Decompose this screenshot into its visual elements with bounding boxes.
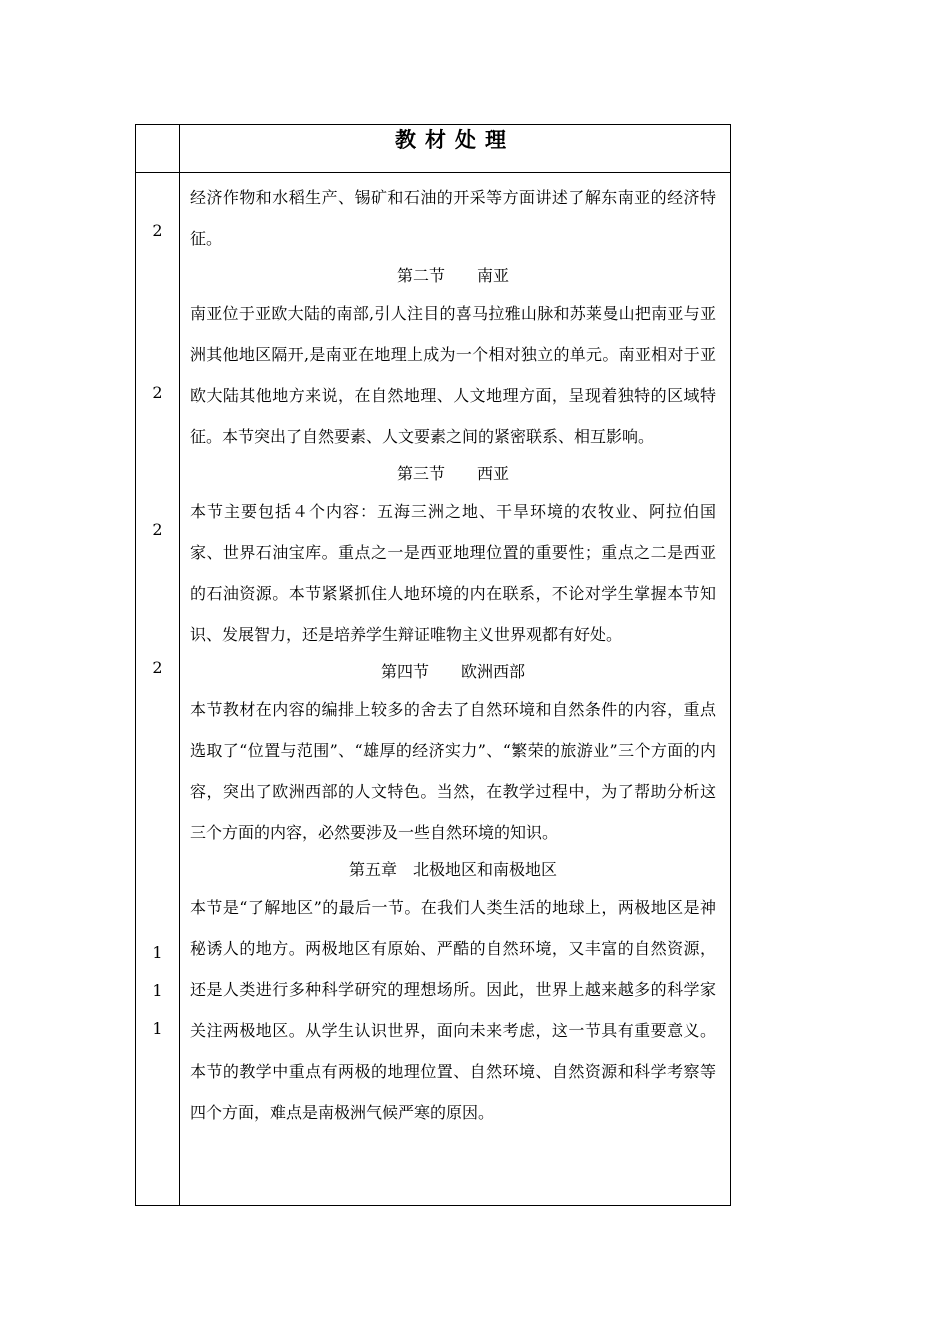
paragraph-southeast-asia: 经济作物和水稻生产、锡矿和石油的开采等方面讲述了解东南亚的经济特征。	[190, 188, 716, 248]
period-number: 1	[152, 981, 163, 1000]
table-title: 教材处理	[395, 128, 515, 152]
period-number: 2	[152, 221, 163, 240]
paragraph-polar-regions: 本节是“了解地区”的最后一节。在我们人类生活的地球上，两极地区是神秘诱人的地方。两极地区有原始、严酷的自然环境，又丰富的自然资源，还是人类进行多种科学研究的理想场所。因此，世界上越来越多的科学家关注两极地区。从学生认识世界，面向未来考虑，这一节具有重要意义。本节的教学中重点有两极的地理位置、自然环境、自然资源和科学考察等四个方面，难点是南极洲气候严寒的原因。	[190, 898, 716, 1122]
period-number: 2	[152, 520, 163, 539]
lesson-table	[135, 124, 731, 1206]
section-heading-western-europe: 第四节 欧洲西部	[380, 662, 525, 681]
paragraph-south-asia: 南亚位于亚欧大陆的南部,引人注目的喜马拉雅山脉和苏莱曼山把南亚与亚洲其他地区隔开,是南亚在地理上成为一个相对独立的单元。南亚相对于亚欧大陆其他地方来说，在自然地理、人文地理方面，呈现着独特的区域特征。本节突出了自然要素、人文要素之间的紧密联系、相互影响。	[190, 304, 716, 446]
paragraph-west-asia: 本节主要包括４个内容：五海三洲之地、干旱环境的农牧业、阿拉伯国家、世界石油宝库。重点之一是西亚地理位置的重要性；重点之二是西亚的石油资源。本节紧紧抓住人地环境的内在联系，不论对学生掌握本节知识、发展智力，还是培养学生辩证唯物主义世界观都有好处。	[190, 502, 716, 644]
period-number: 2	[152, 658, 163, 677]
paragraph-western-europe: 本节教材在内容的编排上较多的舍去了自然环境和自然条件的内容，重点选取了“位置与范围”、“雄厚的经济实力”、“繁荣的旅游业”三个方面的内容，突出了欧洲西部的人文特色。当然，在教学过程中，为了帮助分析这三个方面的内容，必然要涉及一些自然环境的知识。	[190, 700, 716, 842]
period-number: 1	[152, 1019, 163, 1038]
chapter-heading-polar-regions: 第五章 北极地区和南极地区	[348, 860, 557, 879]
section-heading-south-asia: 第二节 南亚	[396, 266, 509, 285]
period-number: 1	[152, 943, 163, 962]
content-column	[190, 177, 716, 1133]
period-number: 2	[152, 383, 163, 402]
section-heading-west-asia: 第三节 西亚	[396, 464, 509, 483]
column-divider	[179, 125, 180, 1205]
